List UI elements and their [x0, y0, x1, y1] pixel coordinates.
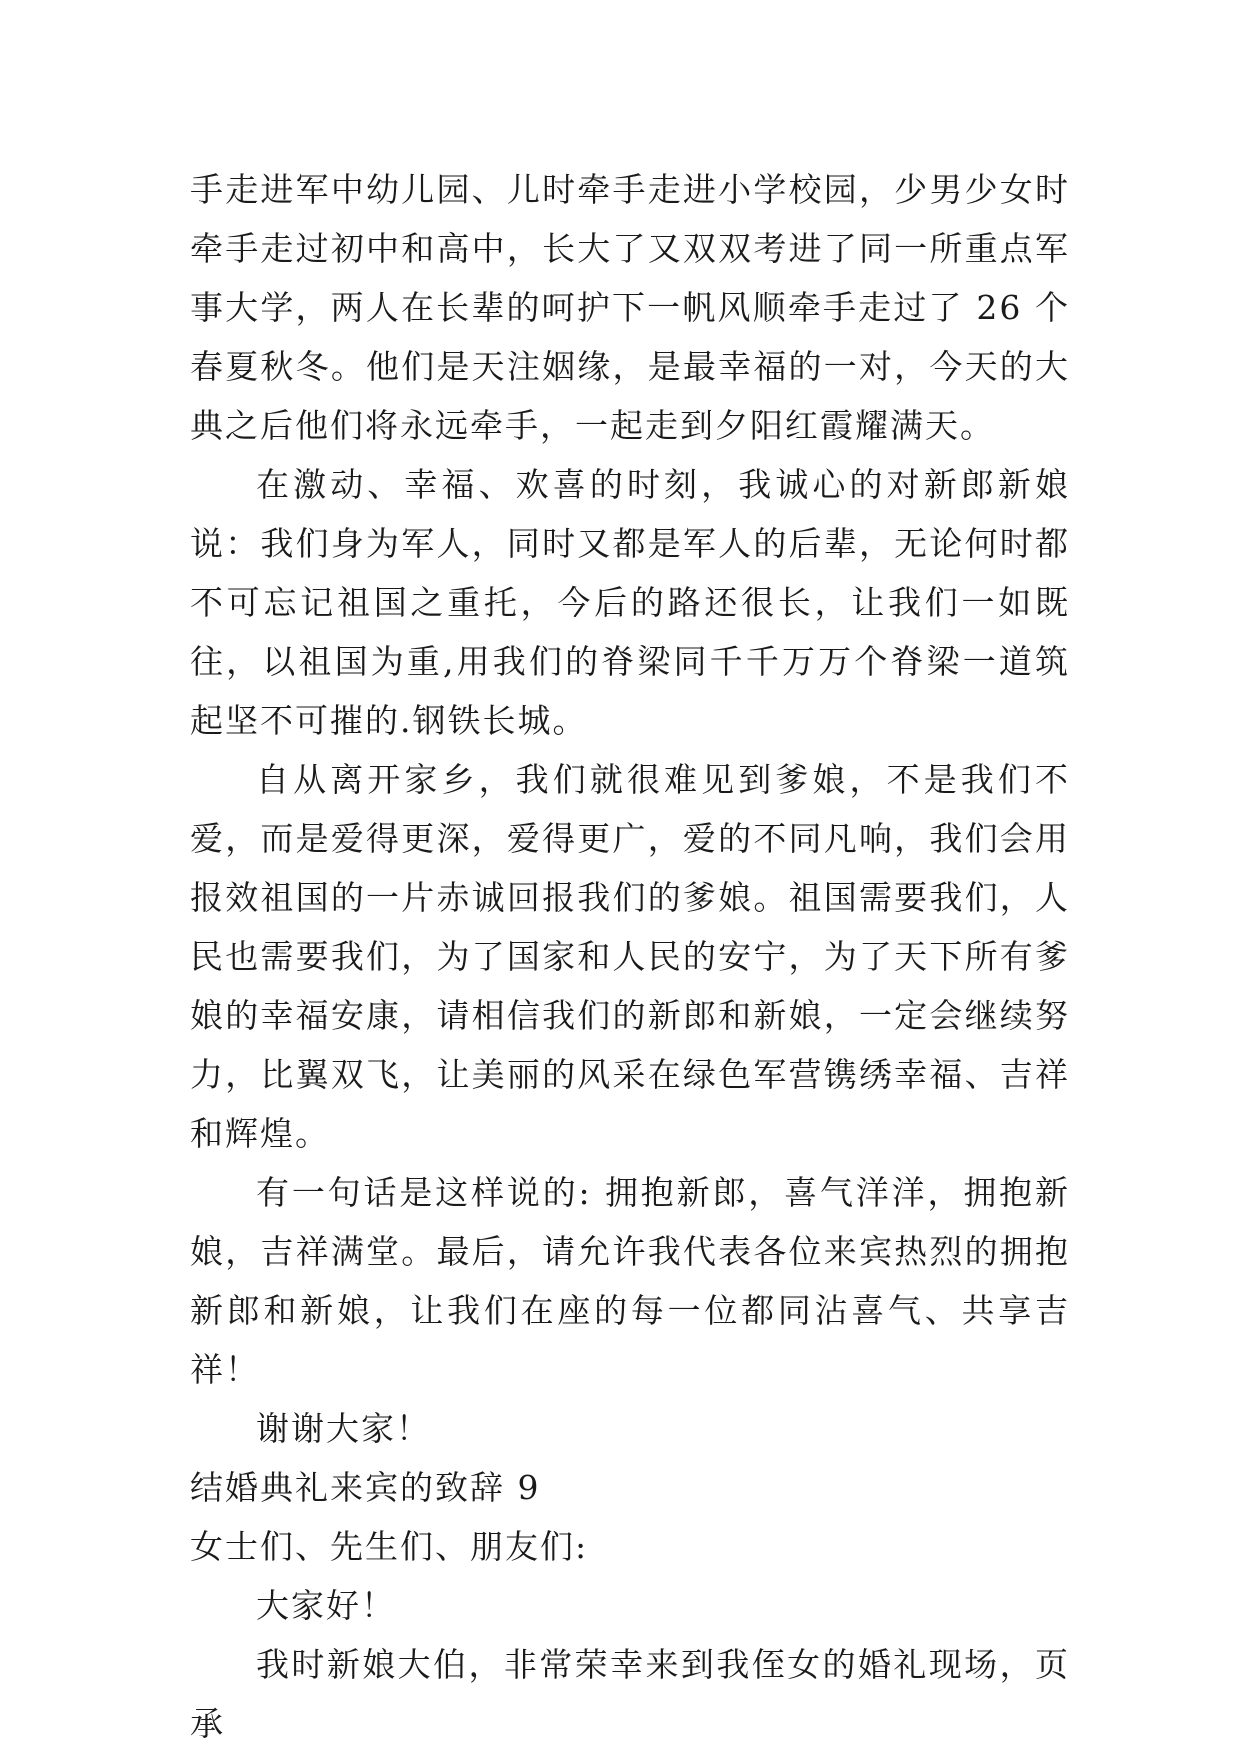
document-body [190, 160, 1070, 1753]
paragraph: 有一句话是这样说的: 拥抱新郎，喜气洋洋，拥抱新娘，吉祥满堂。最后，请允许我代表各位来宾热烈的拥抱新郎和新娘，让我们在座的每一位都同沾喜气、共享吉祥！ [190, 1173, 1070, 1389]
paragraph: 在激动、幸福、欢喜的时刻，我诚心的对新郎新娘说：我们身为军人，同时又都是军人的后辈，无论何时都不可忘记祖国之重托，今后的路还很长，让我们一如既往，以祖国为重,用我们的脊梁同千千万万个脊梁一道筑起坚不可摧的.钢铁长城。 [190, 465, 1070, 740]
section-heading: 结婚典礼来宾的致辞 9 [190, 1468, 541, 1507]
paragraph-continued: 手走进军中幼儿园、儿时牵手走进小学校园，少男少女时牵手走过初中和高中，长大了又双双考进了同一所重点军事大学，两人在长辈的呵护下一帆风顺牵手走过了 26 个春夏秋冬。他们是天注姻缘，是最幸福的一对，今天的大典之后他们将永远牵手，一起走到夕阳红霞耀满天。 [190, 170, 1070, 445]
salutation: 女士们、先生们、朋友们: [190, 1527, 589, 1566]
paragraph: 我时新娘大伯，非常荣幸来到我侄女的婚礼现场，页承 [190, 1645, 1070, 1743]
thanks-line: 谢谢大家！ [256, 1409, 431, 1448]
paragraph: 自从离开家乡，我们就很难见到爹娘，不是我们不爱，而是爱得更深，爱得更广，爱的不同凡响，我们会用报效祖国的一片赤诚回报我们的爹娘。祖国需要我们，人民也需要我们，为了国家和人民的安宁，为了天下所有爹娘的幸福安康，请相信我们的新郎和新娘，一定会继续努力，比翼双飞，让美丽的风采在绿色军营镌绣幸福、吉祥和辉煌。 [190, 760, 1070, 1153]
greeting: 大家好！ [256, 1586, 396, 1625]
